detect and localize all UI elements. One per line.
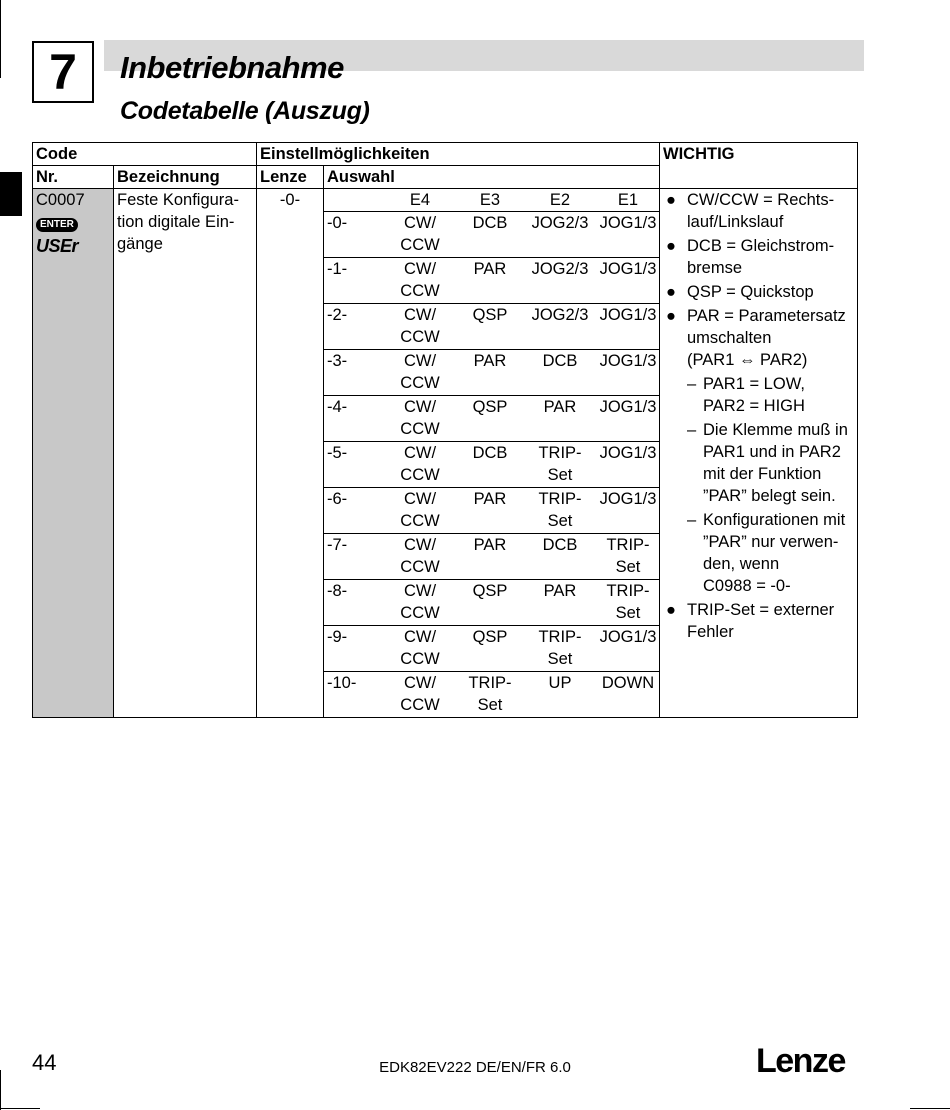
option-e3-line: QSP [472,306,508,324]
option-e2-line: PAR [543,398,577,416]
bullet-icon: ● [666,237,676,255]
important-sub-line: Die Klemme muß in [703,421,848,439]
option-e2-line: JOG2/3 [531,306,589,324]
option-e2-line [525,694,595,716]
page-title: Inbetriebnahme [120,50,344,85]
option-e2-line [525,234,595,256]
header-description: Bezeichnung [114,166,257,189]
option-e3-line [455,234,525,256]
important-item [663,281,854,303]
option-e3-line: PAR [473,260,507,278]
bullet-icon: ● [666,283,676,301]
option-e4-line: CCW [400,374,440,392]
option-id: -0- [327,214,348,232]
option-e1-line: JOG1/3 [599,352,657,370]
code-table [32,142,858,718]
option-e3 [455,212,525,256]
option-e2 [525,304,595,348]
option-e2-line: Set [547,512,573,530]
chapter-number: 7 [32,41,94,103]
option-e3-line [455,510,525,532]
description-cell [114,189,257,718]
option-e2 [525,626,595,670]
option-e1-line [595,694,661,716]
document-id: EDK82EV222 DE/EN/FR 6.0 [379,1059,571,1076]
option-e4-line: CW/ [403,214,437,232]
option-e2-line [525,602,595,624]
option-id: -4- [327,398,348,416]
important-sub-line: PAR1 und in PAR2 [703,443,841,461]
option-e4-line: CW/ [403,398,437,416]
option-row [324,211,659,257]
option-e3-line [455,556,525,578]
option-e2 [525,488,595,532]
user-menu-icon: USEr [36,236,79,256]
crop-mark-bottom-left-horizontal [0,1108,40,1109]
option-e3-line [455,372,525,394]
option-e4-line: CCW [400,236,440,254]
option-row [324,671,659,717]
option-e2-line [525,280,595,302]
option-e4 [385,580,455,624]
option-e1 [595,350,661,394]
option-e2-line: TRIP- [538,628,582,646]
header-code: Code [33,143,257,166]
option-e3-line [455,464,525,486]
important-line: (PAR1 ⇔ PAR2) [687,351,808,369]
option-e2 [525,350,595,394]
lenze-logo: Lenze [756,1042,845,1080]
crop-mark-bottom-left-vertical [0,1070,1,1110]
option-id: -9- [327,628,348,646]
important-item [663,305,854,597]
option-e2 [525,580,595,624]
option-e1-line [595,418,661,440]
header-lenze: Lenze [257,166,324,189]
input-header-e4: E4 [409,191,431,209]
crop-mark-bottom-right [910,1108,950,1109]
option-e3-line: PAR [473,490,507,508]
important-line: TRIP-Set = externer [687,601,835,619]
option-e1 [595,534,661,578]
option-row [324,533,659,579]
option-row [324,395,659,441]
option-e4-line: CCW [400,512,440,530]
input-header-e2: E2 [549,191,571,209]
lenze-default-cell: -0- [257,189,324,718]
option-e4-line: CCW [400,466,440,484]
option-e3-line: PAR [473,352,507,370]
option-row [324,303,659,349]
header-nr: Nr. [33,166,114,189]
page-number: 44 [32,1050,57,1075]
options-list [327,211,656,717]
option-e1 [595,442,661,486]
option-e2-line: PAR [543,582,577,600]
option-row [324,441,659,487]
dash-icon: – [687,511,697,529]
option-e4-line: CW/ [403,490,437,508]
option-e3 [455,534,525,578]
option-e2 [525,534,595,578]
page-subtitle: Codetabelle (Auszug) [120,97,370,125]
option-e3 [455,304,525,348]
important-sub-line: Konfigurationen mit [703,511,846,529]
bullet-icon: ● [666,191,676,209]
important-item [663,189,854,233]
option-e3 [455,442,525,486]
dash-icon: – [687,421,697,439]
option-e4 [385,396,455,440]
option-e3 [455,672,525,716]
option-e3-line [455,648,525,670]
option-e1-line [595,464,661,486]
option-row [324,625,659,671]
option-e1-line: JOG1/3 [599,260,657,278]
option-e1-line: DOWN [601,674,655,692]
option-e1-line: Set [615,604,641,622]
option-e4-line: CW/ [403,628,437,646]
option-e1 [595,212,661,256]
option-e3-line: QSP [472,398,508,416]
option-e4-line: CW/ [403,444,437,462]
option-e1-line [595,372,661,394]
option-e4-line: CW/ [403,536,437,554]
table-row [33,189,858,718]
option-e4-line: CCW [400,604,440,622]
code-number: C0007 [36,191,85,209]
option-id: -10- [327,674,357,692]
important-line: DCB = Gleichstrom- [687,237,835,255]
option-id: -5- [327,444,348,462]
input-header-e3: E3 [479,191,501,209]
option-e3-line: DCB [472,444,508,462]
option-e1-line [595,280,661,302]
important-sub-line: ”PAR” nur verwen- [703,533,839,551]
header-settings: Einstellmöglichkeiten [257,143,660,166]
option-e3-line [455,280,525,302]
description-line: gänge [117,235,163,253]
option-e2-line [525,556,595,578]
option-e4-line: CW/ [403,260,437,278]
option-e2 [525,396,595,440]
option-e1 [595,258,661,302]
option-e3 [455,396,525,440]
option-e4-line: CCW [400,650,440,668]
important-notes [663,189,854,643]
option-e1 [595,304,661,348]
important-line: bremse [687,259,743,277]
option-e4-line: CCW [400,420,440,438]
option-row [324,257,659,303]
bullet-icon: ● [666,601,676,619]
option-e3 [455,350,525,394]
option-id: -1- [327,260,348,278]
option-e3-line: QSP [472,628,508,646]
option-e1-line [595,234,661,256]
header-selection: Auswahl [324,166,660,189]
option-e4-line: CCW [400,696,440,714]
option-e3-line: DCB [472,214,508,232]
option-e2-line: JOG2/3 [531,214,589,232]
option-e1-line [595,648,661,670]
option-e1-line: TRIP- [606,582,650,600]
option-e4-line: CCW [400,282,440,300]
option-e1 [595,626,661,670]
option-e1-line: JOG1/3 [599,628,657,646]
input-header-e1: E1 [617,191,639,209]
option-id: -7- [327,536,348,554]
option-e1-line: JOG1/3 [599,398,657,416]
important-sub-line: PAR2 = HIGH [703,397,805,415]
option-e1-line: JOG1/3 [599,444,657,462]
option-e1 [595,488,661,532]
option-e3-line: QSP [472,582,508,600]
option-id: -8- [327,582,348,600]
option-e4-line: CCW [400,328,440,346]
option-e3 [455,488,525,532]
option-e2-line: TRIP- [538,444,582,462]
option-e2 [525,212,595,256]
option-e4 [385,488,455,532]
option-e3 [455,258,525,302]
option-e2-line: Set [547,466,573,484]
important-sub-line: ”PAR” belegt sein. [703,487,836,505]
crop-mark-top-left [0,0,1,78]
option-e3-line [455,418,525,440]
option-e3 [455,580,525,624]
important-line: lauf/Linkslauf [687,213,784,231]
header-important: WICHTIG [660,143,858,189]
option-e2 [525,442,595,486]
option-e1-line: TRIP- [606,536,650,554]
important-sub-line: C0988 = -0- [703,577,791,595]
important-sub-list [687,373,854,597]
option-e4 [385,626,455,670]
enter-key-icon: ENTER [36,218,78,232]
option-e2 [525,258,595,302]
option-e4-line: CW/ [403,674,437,692]
option-id: -2- [327,306,348,324]
option-id: -3- [327,352,348,370]
option-row [324,579,659,625]
description-line: tion digitale Ein- [117,213,235,231]
option-e2-line [525,418,595,440]
option-row [324,349,659,395]
option-e3-line: Set [477,696,503,714]
option-e4 [385,442,455,486]
option-e4-line: CW/ [403,582,437,600]
option-e2-line: Set [547,650,573,668]
important-cell [660,189,858,718]
bullet-icon: ● [666,307,676,325]
dash-icon: – [687,375,697,393]
important-line: Fehler [687,623,734,641]
code-cell [33,189,114,718]
option-e3 [455,626,525,670]
option-e4 [385,304,455,348]
important-sub-item [687,419,854,507]
option-e4 [385,672,455,716]
option-e1-line: JOG1/3 [599,490,657,508]
option-e4 [385,350,455,394]
important-sub-line: den, wenn [703,555,780,573]
important-sub-line: mit der Funktion [703,465,822,483]
option-e4 [385,258,455,302]
important-sub-item [687,509,854,597]
description-line: Feste Konfigura- [117,191,239,209]
option-e4 [385,534,455,578]
important-line: QSP = Quickstop [687,283,814,301]
option-e2-line [525,326,595,348]
option-e3-line [455,602,525,624]
chapter-side-tab [0,172,22,216]
important-sub-item [687,373,854,417]
option-e3-line: TRIP- [468,674,512,692]
option-e3-line: PAR [473,536,507,554]
important-line: umschalten [687,329,772,347]
option-e2-line: UP [548,674,572,692]
option-e1-line: JOG1/3 [599,214,657,232]
option-e4-line: CW/ [403,352,437,370]
important-item [663,235,854,279]
option-e2-line: JOG2/3 [531,260,589,278]
selection-cell [324,189,660,718]
option-row [324,487,659,533]
option-e2-line: DCB [542,536,578,554]
option-e1 [595,672,661,716]
option-e1 [595,396,661,440]
option-e4 [385,212,455,256]
option-e1-line: JOG1/3 [599,306,657,324]
input-header-row [327,189,656,211]
option-e2 [525,672,595,716]
option-e1-line [595,326,661,348]
important-sub-line: PAR1 = LOW, [703,375,805,393]
option-e1-line: Set [615,558,641,576]
option-e2-line: DCB [542,352,578,370]
important-item [663,599,854,643]
option-e2-line: TRIP- [538,490,582,508]
option-e3-line [455,326,525,348]
option-e2-line [525,372,595,394]
option-e1-line [595,510,661,532]
option-e1 [595,580,661,624]
option-e4-line: CW/ [403,306,437,324]
important-line: PAR = Parametersatz [687,307,846,325]
important-line: CW/CCW = Rechts- [687,191,835,209]
option-id: -6- [327,490,348,508]
option-e4-line: CCW [400,558,440,576]
